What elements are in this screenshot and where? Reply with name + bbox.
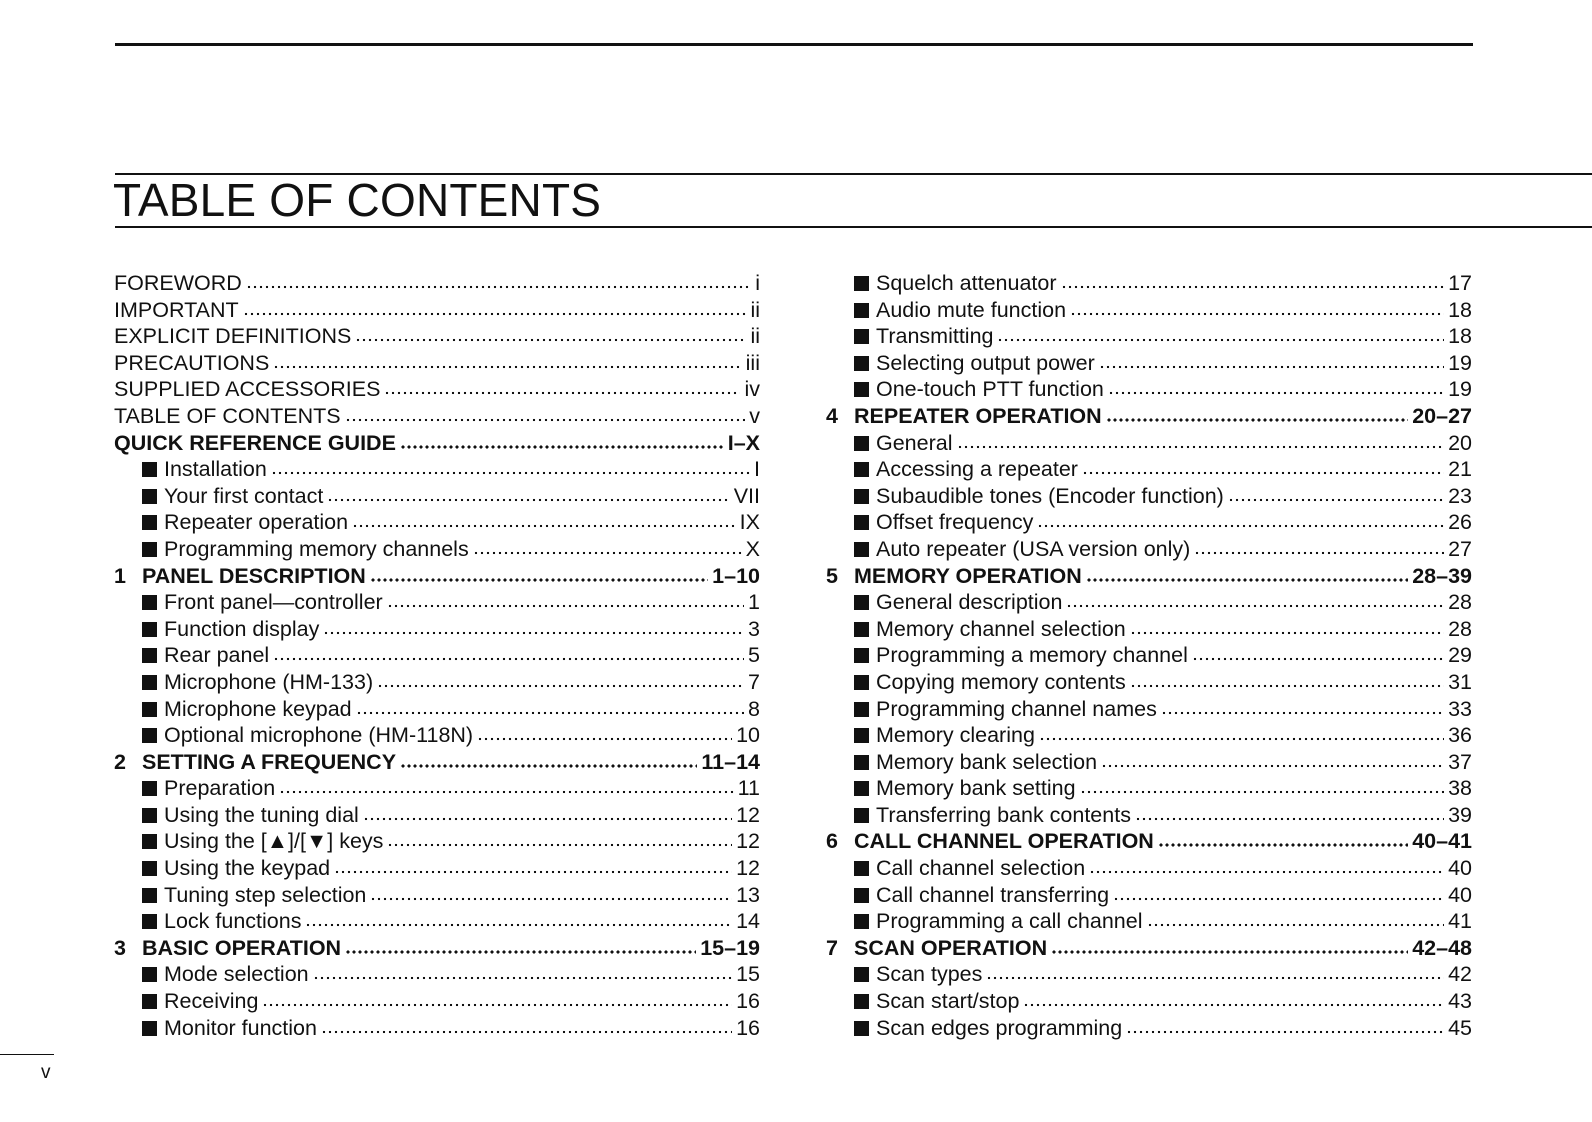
dot-leader	[273, 656, 744, 662]
toc-entry	[114, 483, 760, 510]
toc-entry-label: General description	[876, 590, 1063, 615]
toc-entry	[114, 855, 760, 882]
dot-leader	[1158, 842, 1408, 848]
toc-entry	[114, 270, 760, 297]
title-rule-bottom	[115, 226, 1592, 228]
dot-leader	[243, 311, 747, 317]
chapter-number: 2	[114, 749, 126, 774]
toc-entry-label: Using the keypad	[164, 856, 331, 881]
toc-entry	[114, 749, 760, 776]
square-bullet-icon	[854, 542, 869, 557]
toc-entry-label: Memory bank setting	[876, 776, 1076, 801]
square-bullet-icon	[142, 808, 157, 823]
dot-leader	[352, 523, 736, 529]
toc-entry-page: 28	[1448, 616, 1472, 641]
toc-entry	[114, 430, 760, 457]
toc-entry	[114, 882, 760, 909]
toc-entry-label: Scan start/stop	[876, 989, 1020, 1014]
toc-entry-label: Transferring bank contents	[876, 802, 1131, 827]
square-bullet-icon	[854, 755, 869, 770]
dot-leader	[1194, 550, 1444, 556]
dot-leader	[477, 736, 732, 742]
dot-leader	[334, 869, 732, 875]
toc-entry-label: Accessing a repeater	[876, 457, 1078, 482]
toc-entry	[114, 935, 760, 962]
dot-leader	[400, 763, 697, 769]
toc-entry-page: 3	[748, 616, 760, 641]
dot-leader	[1089, 869, 1444, 875]
square-bullet-icon	[142, 622, 157, 637]
dot-leader	[273, 364, 741, 370]
toc-entry-label: Repeater operation	[164, 510, 349, 535]
toc-entry-label: General	[876, 430, 953, 455]
dot-leader	[1113, 896, 1444, 902]
toc-entry-label: Copying memory contents	[876, 669, 1126, 694]
toc-entry	[826, 536, 1472, 563]
toc-entry-page: 1	[748, 590, 760, 615]
chapter-number: 6	[826, 829, 838, 854]
toc-entry-page: 40	[1448, 882, 1472, 907]
dot-leader	[313, 975, 732, 981]
toc-entry-label: Using the tuning dial	[164, 802, 359, 827]
dot-leader	[321, 1029, 732, 1035]
toc-entry-page: 21	[1448, 457, 1472, 482]
toc-entry-label: Offset frequency	[876, 510, 1034, 535]
toc-entry-label: Auto repeater (USA version only)	[876, 536, 1191, 561]
dot-leader	[1051, 949, 1408, 955]
toc-entry-label: Programming channel names	[876, 696, 1157, 721]
toc-entry-label: SCAN OPERATION	[854, 935, 1048, 960]
toc-entry-label: Memory channel selection	[876, 616, 1126, 641]
toc-entry-page: 12	[736, 829, 760, 854]
toc-entry-page: 19	[1448, 377, 1472, 402]
toc-entry-label: Programming a call channel	[876, 909, 1143, 934]
dot-leader	[1023, 1002, 1444, 1008]
toc-entry-label: Squelch attenuator	[876, 271, 1057, 295]
toc-entry-page: 17	[1448, 271, 1472, 295]
square-bullet-icon	[854, 303, 869, 318]
toc-entry	[826, 509, 1472, 536]
square-bullet-icon	[142, 648, 157, 663]
toc-entry-page: 20–27	[1412, 403, 1472, 428]
toc-entry-page: 8	[748, 696, 760, 721]
toc-entry-label: SETTING A FREQUENCY	[142, 749, 397, 774]
dot-leader	[305, 922, 732, 928]
toc-entry	[114, 802, 760, 829]
toc-entry-page: ii	[750, 324, 760, 349]
toc-entry-label: Selecting output power	[876, 350, 1095, 375]
toc-entry-page: 23	[1448, 483, 1472, 508]
toc-entry-page: X	[745, 536, 760, 561]
toc-entry-label: Transmitting	[876, 324, 994, 349]
toc-entry-page: 31	[1448, 669, 1472, 694]
toc-entry-label: PRECAUTIONS	[114, 350, 270, 375]
toc-entry	[826, 908, 1472, 935]
toc-entry-page: ii	[750, 297, 760, 322]
toc-entry-page: 13	[736, 882, 760, 907]
toc-entry-label: Memory bank selection	[876, 749, 1098, 774]
toc-entry	[114, 1015, 760, 1042]
toc-entry-label: Call channel transferring	[876, 882, 1110, 907]
toc-right-column	[826, 270, 1472, 1041]
toc-entry-page: 27	[1448, 536, 1472, 561]
dot-leader	[986, 975, 1444, 981]
dot-leader	[271, 470, 750, 476]
toc-entry	[826, 297, 1472, 324]
dot-leader	[1037, 523, 1444, 529]
toc-entry	[826, 961, 1472, 988]
dot-leader	[957, 444, 1445, 450]
square-bullet-icon	[854, 914, 869, 929]
toc-entry	[826, 430, 1472, 457]
dot-leader	[356, 710, 744, 716]
square-bullet-icon	[854, 808, 869, 823]
toc-entry	[114, 961, 760, 988]
toc-entry-page: 33	[1448, 696, 1472, 721]
toc-entry-page: 42–48	[1412, 935, 1472, 960]
square-bullet-icon	[142, 834, 157, 849]
square-bullet-icon	[854, 702, 869, 717]
toc-entry	[114, 669, 760, 696]
dot-leader	[1130, 683, 1444, 689]
toc-entry-page: 11–14	[701, 749, 760, 774]
chapter-number: 4	[826, 403, 838, 428]
toc-entry	[826, 882, 1472, 909]
toc-entry	[114, 988, 760, 1015]
square-bullet-icon	[854, 622, 869, 637]
toc-entry	[826, 775, 1472, 802]
toc-entry-label: TABLE OF CONTENTS	[114, 403, 341, 428]
dot-leader	[473, 550, 742, 556]
toc-entry	[114, 509, 760, 536]
toc-entry	[826, 749, 1472, 776]
toc-entry-page: 20	[1448, 430, 1472, 455]
toc-entry-page: 18	[1448, 297, 1472, 322]
toc-entry-page: 28–39	[1412, 563, 1472, 588]
toc-entry-label: Receiving	[164, 989, 259, 1014]
toc-entry-page: 43	[1448, 989, 1472, 1014]
toc-entry-label: Installation	[164, 457, 267, 482]
toc-entry	[826, 563, 1472, 590]
dot-leader	[384, 390, 740, 396]
toc-entry-page: 36	[1448, 723, 1472, 748]
toc-entry-label: Scan types	[876, 962, 983, 987]
toc-entry-label: Preparation	[164, 776, 276, 801]
chapter-number: 7	[826, 935, 838, 960]
dot-leader	[1161, 710, 1444, 716]
dot-leader	[1101, 763, 1444, 769]
toc-entry-page: VII	[733, 483, 760, 508]
dot-leader	[1080, 789, 1445, 795]
toc-entry	[826, 483, 1472, 510]
toc-entry-page: 16	[736, 1015, 760, 1040]
toc-entry-page: 18	[1448, 324, 1472, 349]
toc-entry-label: MEMORY OPERATION	[854, 563, 1082, 588]
toc-entry	[826, 722, 1472, 749]
toc-entry	[114, 589, 760, 616]
toc-entry-page: 15–19	[700, 935, 760, 960]
square-bullet-icon	[142, 914, 157, 929]
toc-entry-page: 28	[1448, 590, 1472, 615]
toc-entry	[114, 297, 760, 324]
square-bullet-icon	[854, 994, 869, 1009]
dot-leader	[262, 1002, 732, 1008]
toc-entry-page: 11	[737, 776, 760, 801]
dot-leader	[1228, 497, 1444, 503]
toc-entry-label: QUICK REFERENCE GUIDE	[114, 430, 396, 455]
toc-entry	[114, 536, 760, 563]
toc-entry-label: Programming a memory channel	[876, 643, 1188, 668]
square-bullet-icon	[142, 1021, 157, 1036]
toc-entry-page: 16	[736, 989, 760, 1014]
square-bullet-icon	[854, 329, 869, 344]
toc-entry-page: iv	[744, 377, 760, 402]
toc-entry	[114, 403, 760, 430]
toc-entry-page: 10	[736, 723, 760, 748]
toc-entry-label: Memory clearing	[876, 723, 1035, 748]
folio-rule	[0, 1054, 54, 1055]
toc-entry-page: v	[749, 403, 760, 428]
dot-leader	[1135, 816, 1444, 822]
toc-entry-label: PANEL DESCRIPTION	[142, 563, 366, 588]
dot-leader	[345, 949, 696, 955]
toc-entry-label: Scan edges programming	[876, 1015, 1123, 1040]
toc-entry-label: REPEATER OPERATION	[854, 403, 1102, 428]
toc-entry	[114, 376, 760, 403]
dot-leader	[400, 444, 724, 450]
toc-entry	[826, 323, 1472, 350]
toc-entry-page: 7	[748, 669, 760, 694]
toc-entry-label: IMPORTANT	[114, 297, 239, 322]
toc-entry-page: 45	[1448, 1015, 1472, 1040]
toc-entry	[114, 563, 760, 590]
toc-entry-page: 19	[1448, 350, 1472, 375]
square-bullet-icon	[142, 888, 157, 903]
chapter-number: 1	[114, 563, 126, 588]
square-bullet-icon	[142, 994, 157, 1009]
dot-leader	[355, 337, 746, 343]
toc-entry-label: Front panel—controller	[164, 590, 383, 615]
square-bullet-icon	[854, 462, 869, 477]
toc-entry-label: Rear panel	[164, 643, 270, 668]
toc-entry-label: Audio mute function	[876, 297, 1067, 322]
toc-entry-label: CALL CHANNEL OPERATION	[854, 829, 1154, 854]
square-bullet-icon	[142, 861, 157, 876]
toc-entry-page: 15	[736, 962, 760, 987]
square-bullet-icon	[854, 276, 869, 291]
square-bullet-icon	[142, 515, 157, 530]
toc-entry-label: Using the [▲]/[▼] keys	[164, 829, 384, 854]
dot-leader	[1192, 656, 1444, 662]
toc-entry-page: IX	[739, 510, 760, 535]
toc-entry	[114, 323, 760, 350]
toc-entry	[114, 456, 760, 483]
square-bullet-icon	[854, 489, 869, 504]
toc-entry	[114, 908, 760, 935]
toc-entry	[826, 270, 1472, 297]
toc-entry	[826, 350, 1472, 377]
toc-entry-page: I–X	[727, 430, 760, 455]
dot-leader	[1108, 390, 1444, 396]
square-bullet-icon	[142, 702, 157, 717]
toc-entry	[826, 456, 1472, 483]
toc-entry-label: Lock functions	[164, 909, 302, 934]
toc-entry	[826, 828, 1472, 855]
square-bullet-icon	[142, 542, 157, 557]
toc-entry	[114, 642, 760, 669]
toc-entry	[826, 616, 1472, 643]
square-bullet-icon	[854, 861, 869, 876]
toc-entry-page: 38	[1448, 776, 1472, 801]
toc-entry-label: Subaudible tones (Encoder function)	[876, 483, 1224, 508]
square-bullet-icon	[854, 1021, 869, 1036]
toc-entry	[826, 802, 1472, 829]
dot-leader	[1130, 630, 1444, 636]
toc-entry-page: 42	[1448, 962, 1472, 987]
square-bullet-icon	[854, 888, 869, 903]
square-bullet-icon	[854, 675, 869, 690]
dot-leader	[1086, 577, 1408, 583]
dot-leader	[1082, 470, 1444, 476]
square-bullet-icon	[854, 967, 869, 982]
toc-entry-label: Mode selection	[164, 962, 309, 987]
toc-entry-page: 26	[1448, 510, 1472, 535]
chapter-number: 3	[114, 935, 126, 960]
dot-leader	[363, 816, 732, 822]
square-bullet-icon	[854, 728, 869, 743]
toc-entry-label: Microphone keypad	[164, 696, 352, 721]
toc-entry-page: 12	[736, 856, 760, 881]
dot-leader	[1061, 284, 1445, 290]
toc-entry	[826, 403, 1472, 430]
dot-leader	[1106, 417, 1409, 423]
toc-entry-label: FOREWORD	[114, 271, 242, 295]
square-bullet-icon	[854, 356, 869, 371]
toc-entry-label: Microphone (HM-133)	[164, 669, 374, 694]
dot-leader	[377, 683, 744, 689]
toc-entry-label: Tuning step selection	[164, 882, 367, 907]
toc-entry-label: SUPPLIED ACCESSORIES	[114, 377, 381, 402]
page-title: TABLE OF CONTENTS	[113, 174, 602, 226]
toc-entry	[826, 988, 1472, 1015]
dot-leader	[997, 337, 1444, 343]
dot-leader	[370, 577, 708, 583]
chapter-number: 5	[826, 563, 838, 588]
dot-leader	[1039, 736, 1444, 742]
toc-entry	[826, 642, 1472, 669]
toc-entry-label: Call channel selection	[876, 856, 1086, 881]
toc-entry	[114, 828, 760, 855]
toc-entry	[826, 589, 1472, 616]
toc-entry-label: Programming memory channels	[164, 536, 469, 561]
page-number: v	[41, 1062, 51, 1083]
square-bullet-icon	[854, 595, 869, 610]
toc-entry-page: 14	[736, 909, 760, 934]
toc-entry-label: BASIC OPERATION	[142, 935, 342, 960]
dot-leader	[327, 497, 729, 503]
dot-leader	[246, 284, 751, 290]
square-bullet-icon	[142, 675, 157, 690]
dot-leader	[387, 603, 744, 609]
square-bullet-icon	[142, 595, 157, 610]
toc-entry	[114, 775, 760, 802]
dot-leader	[1126, 1029, 1444, 1035]
toc-entry-page: 40–41	[1412, 829, 1472, 854]
square-bullet-icon	[142, 489, 157, 504]
toc-entry	[114, 616, 760, 643]
toc-entry-label: One-touch PTT function	[876, 377, 1104, 402]
toc-entry-label: Function display	[164, 616, 320, 641]
toc-entry-page: 12	[736, 802, 760, 827]
dot-leader	[279, 789, 734, 795]
toc-entry	[826, 935, 1472, 962]
square-bullet-icon	[854, 781, 869, 796]
dot-leader	[1099, 364, 1444, 370]
toc-entry-page: 1–10	[712, 563, 760, 588]
header-rule	[115, 43, 1473, 46]
toc-entry-page: i	[755, 271, 760, 295]
square-bullet-icon	[142, 967, 157, 982]
square-bullet-icon	[854, 515, 869, 530]
toc-entry-page: 5	[748, 643, 760, 668]
toc-entry-label: Monitor function	[164, 1015, 317, 1040]
dot-leader	[323, 630, 744, 636]
toc-entry-page: I	[754, 457, 760, 482]
dot-leader	[387, 842, 732, 848]
toc-entry-page: 39	[1448, 802, 1472, 827]
square-bullet-icon	[854, 382, 869, 397]
toc-left-column	[114, 270, 760, 1041]
toc-entry-page: 37	[1448, 749, 1472, 774]
square-bullet-icon	[142, 728, 157, 743]
dot-leader	[1066, 603, 1444, 609]
square-bullet-icon	[142, 462, 157, 477]
square-bullet-icon	[142, 781, 157, 796]
toc-entry	[826, 669, 1472, 696]
toc-entry	[826, 376, 1472, 403]
square-bullet-icon	[854, 436, 869, 451]
square-bullet-icon	[854, 648, 869, 663]
toc-entry-label: EXPLICIT DEFINITIONS	[114, 324, 352, 349]
toc-entry-page: iii	[745, 350, 760, 375]
toc-entry	[114, 722, 760, 749]
toc-entry-page: 29	[1448, 643, 1472, 668]
toc-entry-page: 41	[1448, 909, 1472, 934]
toc-entry	[826, 855, 1472, 882]
dot-leader	[1070, 311, 1444, 317]
toc-entry	[114, 696, 760, 723]
dot-leader	[370, 896, 732, 902]
dot-leader	[345, 417, 746, 423]
dot-leader	[1147, 922, 1445, 928]
toc-entry	[826, 696, 1472, 723]
toc-entry	[114, 350, 760, 377]
toc-entry-page: 40	[1448, 856, 1472, 881]
toc-entry	[826, 1015, 1472, 1042]
toc-entry-label: Optional microphone (HM-118N)	[164, 723, 474, 748]
toc-entry-label: Your first contact	[164, 483, 324, 508]
